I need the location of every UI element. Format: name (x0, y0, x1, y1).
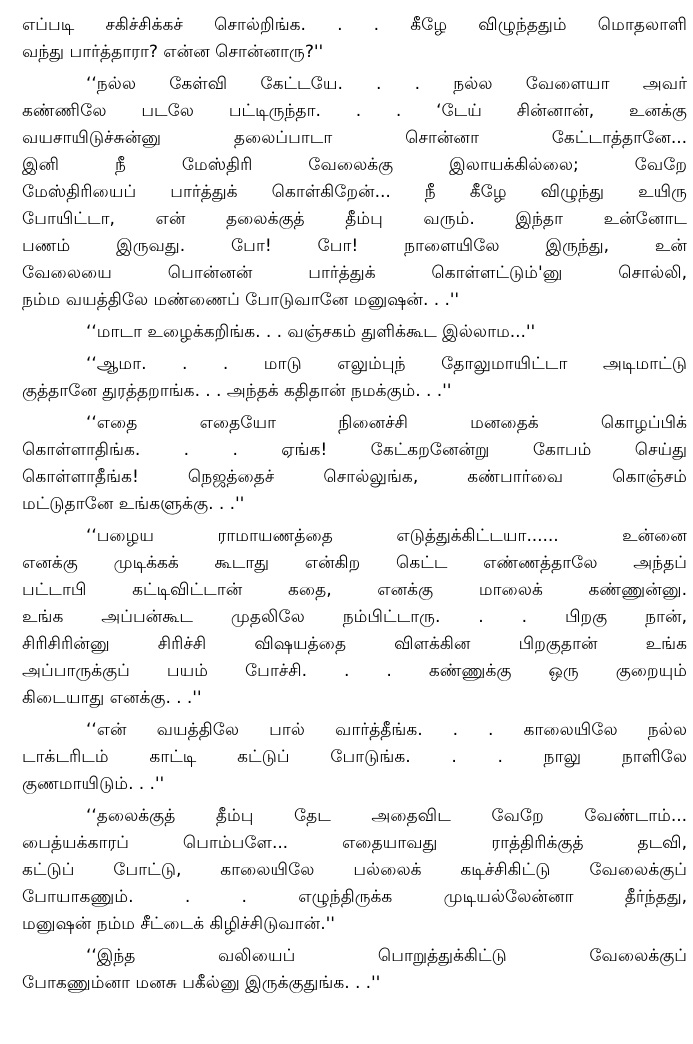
text-line: போயாகணும். . . எழுந்திருக்க முடியல்லேன்னா தீர்ந்தது, (22, 887, 687, 907)
text-line: கொள்ளாதிங்க. . . ஏங்க! கேட்கறனேன்று கோபம் செய்து (22, 440, 687, 460)
paragraph-2 (22, 71, 687, 314)
text-line: ‘‘பழைய ராமாயணத்தை எடுத்துக்கிட்டயா...... உன்னை (86, 526, 687, 546)
text-line: கட்டுப் போட்டு, காலையிலே பல்லைக் கடிச்சிகிட்டு வேலைக்குப் (22, 860, 687, 880)
book-page (22, 12, 687, 997)
text-line: எப்படி சகிச்சிக்கச் சொல்றிங்க. . . கீழே விழுந்ததும் மொதலாளி (22, 15, 687, 35)
text-line: ‘‘நல்ல கேள்வி கேட்டயே. . . நல்ல வேளையா அவர் (86, 74, 687, 94)
text-line: பைத்யக்காரப் பொம்பளே... எதையாவது ராத்திரிக்குத் தடவி, (22, 833, 687, 853)
paragraph-9 (22, 943, 687, 997)
text-line: உங்க அப்பன்கூட முதலிலே நம்பிட்டாரு. . . பிறகு நான், (22, 607, 687, 627)
paragraph-4 (22, 351, 687, 405)
text-line: கண்ணிலே படலே பட்டிருந்தா. . . ‘டேய் சின்னான், உனக்கு (22, 101, 687, 121)
text-line: நம்ம வயத்திலே மண்ணைப் போடுவானே மனுஷன். . .'' (22, 290, 460, 310)
text-line: ‘‘எதை எதையோ நினைச்சி மனதைக் கொழப்பிக் (86, 413, 687, 433)
text-line: ‘‘ஆமா. . . மாடு எலும்புந் தோலுமாயிட்டா அடிமாட்டு (86, 354, 687, 374)
paragraph-6 (22, 523, 687, 712)
text-line: கொள்ளாதீங்க! நெஜத்தைச் சொல்லுங்க, கண்பார்வை கொஞ்சம் (22, 467, 687, 487)
text-line: ‘‘இந்த வலியைப் பொறுத்துக்கிட்டு வேலைக்குப் (86, 946, 687, 966)
text-line: மட்டுதானே உங்களுக்கு. . .'' (22, 494, 245, 514)
text-line: ‘‘தலைக்குத் தீம்பு தேட அதைவிட வேறே வேண்டாம்... (86, 806, 687, 826)
paragraph-7 (22, 717, 687, 798)
text-line: ‘‘என் வயத்திலே பால் வார்த்தீங்க. . . காலையிலே நல்ல (86, 720, 687, 740)
text-line: மேஸ்திரியைப் பார்த்துக் கொள்கிறேன்... நீ கீழே விழுந்து உயிரு (22, 182, 687, 202)
text-line: வந்து பார்த்தாரா? என்ன சொன்னாரு?'' (22, 42, 324, 62)
paragraph-5 (22, 410, 687, 518)
text-line: குணமாயிடும். . .'' (22, 774, 165, 794)
text-line: டாக்டரிடம் காட்டி கட்டுப் போடுங்க. . . நாலு நாளிலே (22, 747, 687, 767)
text-line: பட்டாபி கட்டிவிட்டான் கதை, எனக்கு மாலைக் கண்ணுன்னு. (22, 580, 687, 600)
text-line: ‘‘மாடா உழைக்கறிங்க. . . வஞ்சகம் துளிக்கூட இல்லாம...'' (86, 322, 536, 342)
text-line: எனக்கு முடிக்கக் கூடாது என்கிற கெட்ட எண்ணத்தாலே அந்தப் (22, 553, 687, 573)
paragraph-8 (22, 803, 687, 938)
paragraph-3 (22, 319, 687, 346)
paragraph-1 (22, 12, 687, 66)
text-line: சிரிசிரின்னு சிரிச்சி விஷயத்தை விளக்கின பிறகுதான் உங்க (22, 634, 687, 654)
text-line: வயசாயிடுச்சுன்னு தலைப்பாடா சொன்னா கேட்டாத்தானே... (22, 128, 687, 148)
text-line: இனி நீ மேஸ்திரி வேலைக்கு இலாயக்கில்லை; வேறே (22, 155, 687, 175)
text-line: அப்பாருக்குப் பயம் போச்சி. . . கண்ணுக்கு ஒரு குறையும் (22, 661, 687, 681)
text-line: போகணும்னா மனசு பகீல்னு இருக்குதுங்க. . .'' (22, 973, 381, 993)
text-line: வேலையை பொன்னன் பார்த்துக் கொள்ளட்டும்'னு சொல்லி, (22, 263, 687, 283)
text-line: போயிட்டா, என் தலைக்குத் தீம்பு வரும். இந்தா உன்னோட (22, 209, 687, 229)
text-line: கிடையாது எனக்கு. . .'' (22, 688, 202, 708)
text-line: பணம் இருவது. போ! போ! நாளையிலே இருந்து, உன் (22, 236, 687, 256)
text-line: குத்தானே துரத்தறாங்க. . . அந்தக் கதிதான் நமக்கும். . .'' (22, 381, 452, 401)
text-line: மனுஷன் நம்ம சீட்டைக் கிழிச்சிடுவான்.'' (22, 914, 335, 934)
